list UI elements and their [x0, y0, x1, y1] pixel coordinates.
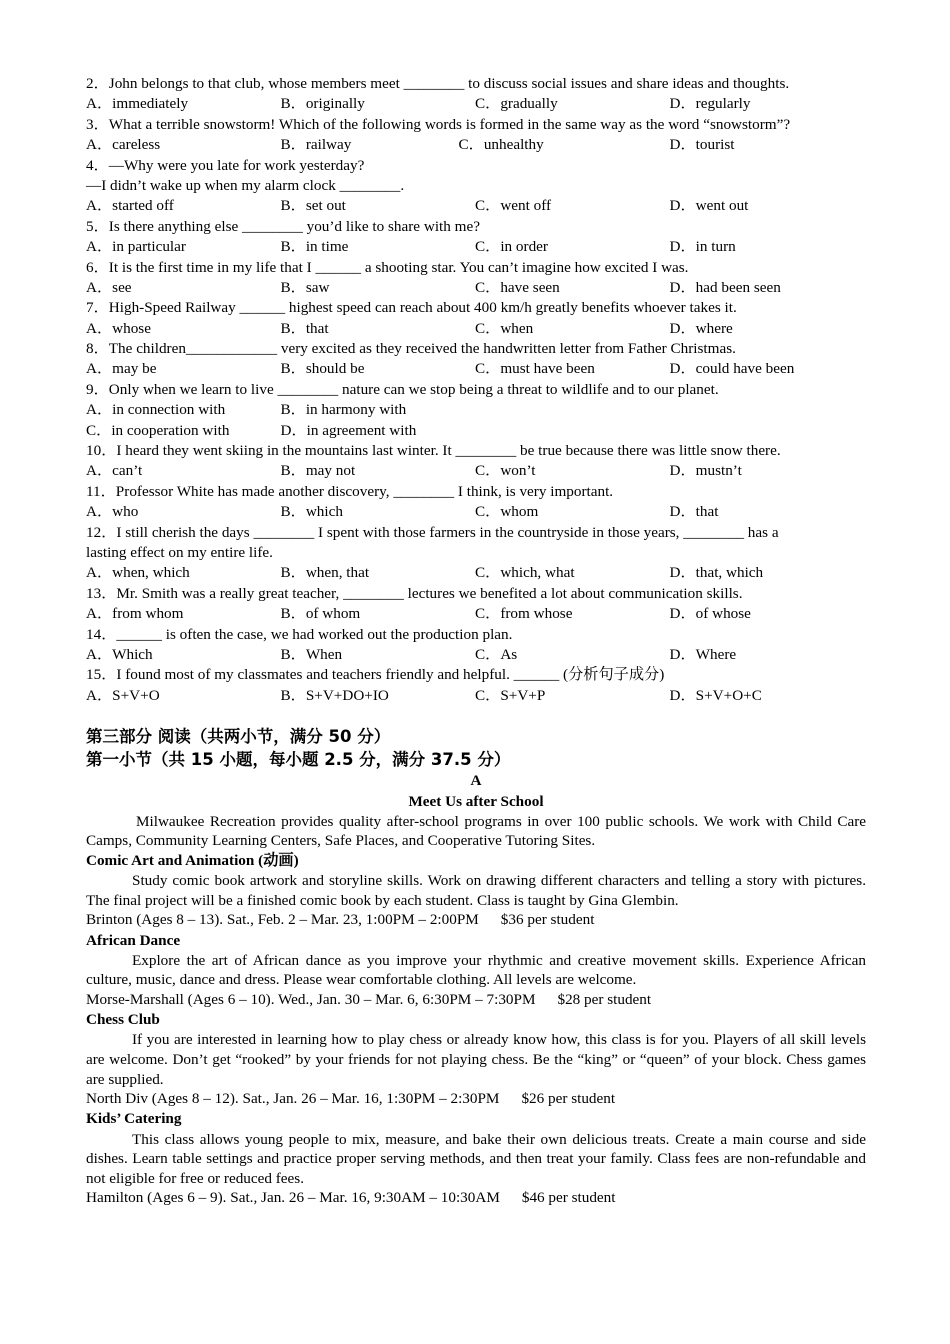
- options-row: [86, 686, 866, 706]
- answer-option[interactable]: C．which, what: [475, 564, 575, 582]
- question-stem: 3．What a terrible snowstorm! Which of the following words is formed in the same way as the word “snowstorm”?: [86, 115, 791, 133]
- question-item: [86, 156, 866, 217]
- answer-option[interactable]: C．have seen: [475, 278, 560, 296]
- answer-option[interactable]: D．had been seen: [669, 278, 781, 296]
- options-row: [86, 502, 866, 522]
- options-row: [86, 135, 866, 155]
- question-item: [86, 665, 866, 706]
- options-row: [86, 278, 866, 298]
- program-list: [86, 851, 866, 1208]
- program-item: [86, 1010, 866, 1109]
- answer-option[interactable]: D．S+V+O+C: [669, 686, 762, 704]
- question-stem: 8．The children____________ very excited as they received the handwritten letter from Father Christmas.: [86, 340, 736, 358]
- exam-page: [86, 74, 866, 1209]
- program-title: Comic Art and Animation (动画): [86, 852, 299, 870]
- answer-option[interactable]: B．in time: [280, 238, 349, 256]
- program-item: [86, 1109, 866, 1208]
- answer-option[interactable]: D．of whose: [669, 605, 751, 623]
- answer-option[interactable]: B．of whom: [280, 605, 361, 623]
- options-row: [86, 421, 866, 441]
- question-list: [86, 74, 866, 706]
- program-title: African Dance: [86, 931, 181, 949]
- question-stem: 5．Is there anything else ________ you’d like to share with me?: [86, 217, 480, 235]
- answer-option[interactable]: C．whom: [475, 503, 539, 521]
- answer-option[interactable]: C．S+V+P: [475, 686, 546, 704]
- program-title: Kids’ Catering: [86, 1110, 182, 1128]
- options-row: [86, 237, 866, 257]
- answer-option[interactable]: B．that: [280, 319, 329, 337]
- options-row: [86, 461, 866, 481]
- subsection-title: 第一小节（共 15 小题，每小题 2.5 分，满分 37.5 分）: [86, 750, 511, 770]
- question-stem: 15．I found most of my classmates and teachers friendly and helpful. ______ (分析句子成分): [86, 666, 665, 684]
- question-stem: 14．______ is often the case, we had worked out the production plan.: [86, 625, 513, 643]
- program-description: Study comic book artwork and storyline skills. Work on drawing different characters and telling a story with pictures. The final project will be a finished comic book by each student. Class is taught by Gina Glembin.: [86, 872, 866, 909]
- answer-option[interactable]: C．unhealthy: [458, 136, 544, 154]
- passage-letter: A: [470, 772, 482, 790]
- answer-option[interactable]: D．where: [669, 319, 733, 337]
- answer-option[interactable]: C．won’t: [475, 462, 536, 480]
- question-stem: 12．I still cherish the days ________ I spent with those farmers in the countryside in those years, ________ has a: [86, 523, 779, 541]
- answer-option[interactable]: B．set out: [280, 197, 346, 215]
- program-title: Chess Club: [86, 1011, 160, 1029]
- answer-option[interactable]: D．regularly: [669, 95, 751, 113]
- program-price: $36 per student: [500, 911, 595, 929]
- program-price: $26 per student: [521, 1090, 616, 1108]
- question-item: [86, 441, 866, 482]
- answer-option[interactable]: A．from whom: [86, 605, 184, 623]
- answer-option[interactable]: A．see: [86, 278, 132, 296]
- answer-option[interactable]: D．tourist: [669, 136, 735, 154]
- program-item: [86, 851, 866, 931]
- question-item: [86, 258, 866, 299]
- answer-option[interactable]: A．started off: [86, 197, 174, 215]
- options-row: [86, 196, 866, 216]
- answer-option[interactable]: A．can’t: [86, 462, 143, 480]
- answer-option[interactable]: B．S+V+DO+IO: [280, 686, 389, 704]
- program-price: $46 per student: [521, 1189, 616, 1207]
- question-stem: 9．Only when we learn to live ________ nature can we stop being a threat to wildlife and to our planet.: [86, 380, 719, 398]
- question-item: [86, 380, 866, 441]
- answer-option[interactable]: B．should be: [280, 360, 365, 378]
- answer-option[interactable]: A．who: [86, 503, 139, 521]
- program-schedule: [86, 990, 866, 1010]
- answer-option[interactable]: B．which: [280, 503, 343, 521]
- program-description: Explore the art of African dance as you improve your rhythmic and creative movement skills. Experience African culture, music, dance and dress. Please wear comfortable clothing. All levels are welcome.: [86, 951, 866, 989]
- answer-option[interactable]: A．S+V+O: [86, 686, 160, 704]
- answer-option[interactable]: C．in order: [475, 238, 548, 256]
- program-description: This class allows young people to mix, measure, and bake their own delicious treats. Create a main course and side dishes. Learn table settings and practice proper serving methods, and then treat your family. Class fees are non-refundable and not eligible for free or reduced fees.: [86, 1130, 866, 1187]
- answer-option[interactable]: C．when: [475, 319, 534, 337]
- question-item: [86, 298, 866, 339]
- program-location-time: Hamilton (Ages 6 – 9). Sat., Jan. 26 – Mar. 16, 9:30AM – 10:30AM: [86, 1189, 500, 1207]
- program-price: $28 per student: [557, 991, 652, 1009]
- program-schedule: [86, 910, 866, 930]
- question-item: [86, 625, 866, 666]
- question-stem: 10．I heard they went skiing in the mountains last winter. It ________ be true because there was little snow there.: [86, 442, 781, 460]
- question-item: [86, 217, 866, 258]
- program-location-time: Brinton (Ages 8 – 13). Sat., Feb. 2 – Mar. 23, 1:00PM – 2:00PM: [86, 911, 479, 929]
- options-row: [86, 604, 866, 624]
- question-stem: 6．It is the first time in my life that I ______ a shooting star. You can’t imagine how excited I was.: [86, 258, 689, 276]
- part-title: 第三部分 阅读（共两小节，满分 50 分）: [86, 727, 391, 747]
- question-item: [86, 523, 866, 584]
- passage-intro: Milwaukee Recreation provides quality after-school programs in over 100 public schools. We work with Child Care Camps, Community Learning Centers, Safe Places, and Cooperative Tutoring Sites.: [86, 812, 866, 850]
- answer-option[interactable]: D．mustn’t: [669, 462, 742, 480]
- answer-option[interactable]: A．may be: [86, 360, 157, 378]
- question-stem: lasting effect on my entire life.: [86, 543, 273, 561]
- answer-option[interactable]: B．when, that: [280, 564, 370, 582]
- answer-option[interactable]: A．immediately: [86, 95, 189, 113]
- answer-option[interactable]: D．that, which: [669, 564, 764, 582]
- question-stem: 7．High-Speed Railway ______ highest speed can reach about 400 km/h greatly benefits whoever takes it.: [86, 299, 737, 317]
- program-description: If you are interested in learning how to play chess or already know how, this class is for you. Players of all skill levels are welcome. Don’t get “rooked” by your friends for not playing chess. Be the “king” or “queen” of your block. Chess games are supplied.: [86, 1031, 866, 1088]
- answer-option[interactable]: C．gradually: [475, 95, 558, 113]
- answer-option[interactable]: A．in particular: [86, 238, 186, 256]
- question-item: [86, 115, 866, 156]
- program-location-time: Morse-Marshall (Ages 6 – 10). Wed., Jan. 30 – Mar. 6, 6:30PM – 7:30PM: [86, 991, 536, 1009]
- answer-option[interactable]: C．went off: [475, 197, 552, 215]
- answer-option[interactable]: C．from whose: [475, 605, 573, 623]
- answer-option[interactable]: B．When: [280, 645, 343, 663]
- answer-option[interactable]: D．Where: [669, 645, 737, 663]
- passage-title: Meet Us after School: [408, 792, 544, 810]
- options-row: [86, 94, 866, 114]
- answer-option[interactable]: D．could have been: [669, 360, 795, 378]
- question-stem: —I didn’t wake up when my alarm clock ________.: [86, 176, 405, 194]
- question-item: [86, 339, 866, 380]
- options-row: [86, 563, 866, 583]
- options-row: [86, 400, 866, 420]
- answer-option[interactable]: D．in agreement with: [280, 421, 417, 439]
- answer-option[interactable]: A．in connection with: [86, 401, 226, 419]
- answer-option[interactable]: D．in turn: [669, 238, 736, 256]
- answer-option[interactable]: B．originally: [280, 95, 365, 113]
- program-schedule: [86, 1089, 866, 1109]
- answer-option[interactable]: A．Which: [86, 645, 153, 663]
- answer-option[interactable]: D．went out: [669, 197, 749, 215]
- answer-option[interactable]: C．As: [475, 645, 518, 663]
- program-location-time: North Div (Ages 8 – 12). Sat., Jan. 26 – Mar. 16, 1:30PM – 2:30PM: [86, 1090, 500, 1108]
- options-row: [86, 645, 866, 665]
- answer-option[interactable]: A．careless: [86, 136, 161, 154]
- answer-option[interactable]: B．in harmony with: [280, 401, 407, 419]
- question-stem: 4．—Why were you late for work yesterday?: [86, 156, 365, 174]
- question-stem: 11．Professor White has made another discovery, ________ I think, is very important.: [86, 482, 614, 500]
- answer-option[interactable]: C．must have been: [475, 360, 595, 378]
- answer-option[interactable]: A．when, which: [86, 564, 190, 582]
- answer-option[interactable]: B．may not: [280, 462, 356, 480]
- answer-option[interactable]: B．railway: [280, 136, 352, 154]
- question-stem: 13．Mr. Smith was a really great teacher, ________ lectures we benefited a lot about communication skills.: [86, 584, 743, 602]
- answer-option[interactable]: B．saw: [280, 278, 330, 296]
- program-item: [86, 931, 866, 1011]
- question-item: [86, 74, 866, 115]
- answer-option[interactable]: D．that: [669, 503, 719, 521]
- options-row: [86, 319, 866, 339]
- answer-option[interactable]: C．in cooperation with: [86, 421, 230, 439]
- answer-option[interactable]: A．whose: [86, 319, 151, 337]
- spacer: [86, 706, 866, 725]
- options-row: [86, 359, 866, 379]
- question-item: [86, 584, 866, 625]
- question-stem: 2．John belongs to that club, whose members meet ________ to discuss social issues and share ideas and thoughts.: [86, 75, 790, 92]
- program-schedule: [86, 1188, 866, 1208]
- question-item: [86, 482, 866, 523]
